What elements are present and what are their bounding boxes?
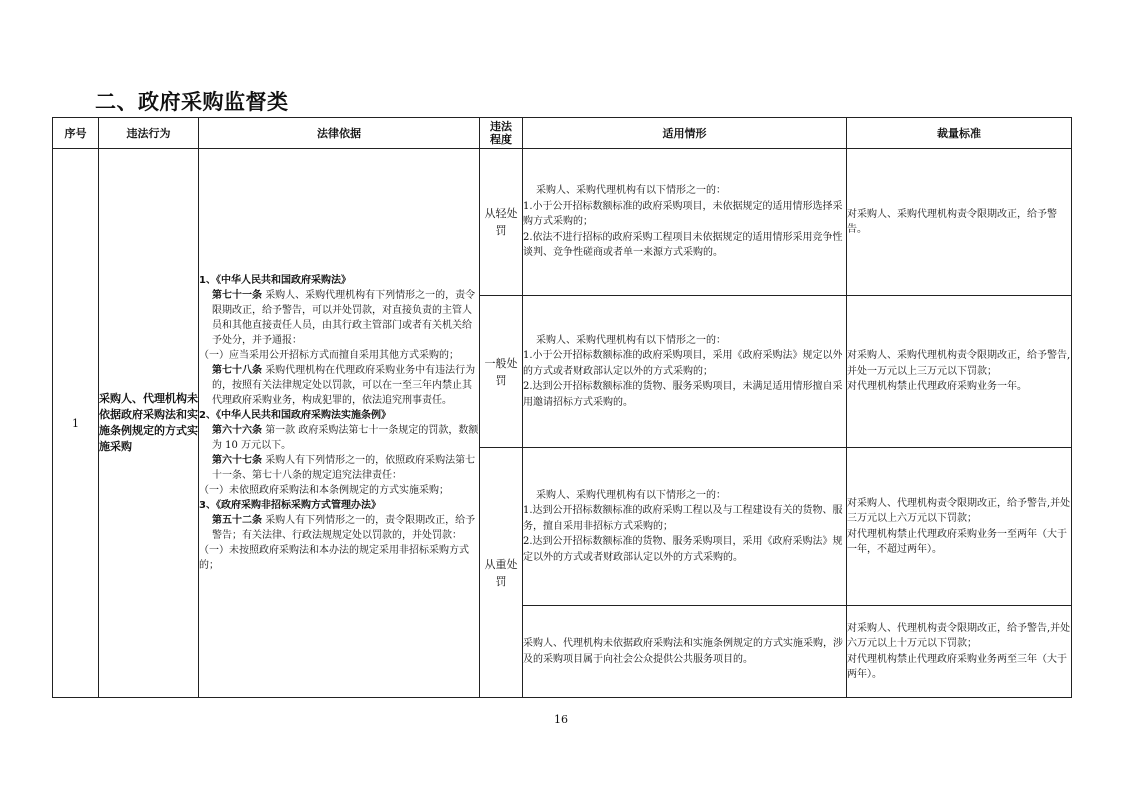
header-seq: 序号 [53,118,99,149]
header-action: 违法行为 [99,118,199,149]
degree-heavy: 从重处罚 [480,448,523,698]
standard-heavy-2-line-1: 对采购人、代理机构责令限期改正，给予警告,并处六万元以上十万元以下罚款； [847,622,1071,649]
case-light-intro: 采购人、采购代理机构有以下情形之一的： [536,185,726,197]
page-number: 16 [554,713,568,726]
article-71-text: 采购人、采购代理机构有下列情形之一的，责令限期改正，给予警告，可以并处罚款，对直接负责的主管人员和其他直接责任人员，由其行政主管部门或者有关机关给予处分，并予通报： [212,290,476,346]
degree-light: 从轻处罚 [480,149,523,296]
header-basis: 法律依据 [199,118,480,149]
standard-heavy-1-line-2: 对代理机构禁止代理政府采购业务一至两年（大于一年，不超过两年）。 [847,528,1067,555]
law3-title: 3、《政府采购非招标采购方式管理办法》 [199,500,381,511]
standard-heavy-2 [847,606,1072,698]
article-71-item: （一）应当采用公开招标方式而擅自采用其他方式采购的； [199,350,459,361]
article-52-text: 采购人有下列情形之一的，责令限期改正，给予警告；有关法律、行政法规规定处以罚款的，并处罚款： [212,515,476,541]
case-heavy-1-intro: 采购人、采购代理机构有以下情形之一的： [536,489,726,501]
header-degree [480,118,523,149]
standard-light [847,149,1072,296]
case-heavy-1-item-1: 1.达到公开招标数额标准的政府采购工程以及与工程建设有关的货物、服务，擅自采用非招标方式采购的； [523,505,843,532]
case-light-item-1: 1.小于公开招标数额标准的政府采购项目，未依据规定的适用情形选择采购方式采购的； [523,200,843,228]
article-67-item: （一）未依照政府采购法和本条例规定的方式实施采购； [199,485,449,496]
article-71-label: 第七十一条 [212,290,262,301]
standard-general [847,296,1072,448]
case-general-intro: 采购人、采购代理机构有以下情形之一的： [536,334,726,346]
article-66-label: 第六十六条 [212,425,262,436]
article-67-text: 采购人有下列情形之一的，依照政府采购法第七十一条、第七十八条的规定追究法律责任： [212,455,476,481]
article-78-text: 采购代理机构在代理政府采购业务中有违法行为的，按照有关法律规定处以罚款，可以在一至三年内禁止其代理政府采购业务，构成犯罪的，依法追究刑事责任。 [212,365,476,406]
case-general-item-1: 1.小于公开招标数额标准的政府采购项目，采用《政府采购法》规定以外的方式或者财政部认定以外的方式采购的； [523,350,843,377]
article-78-label: 第七十八条 [212,365,262,376]
standard-heavy-1 [847,448,1072,606]
standard-general-line-2: 对代理机构禁止代理政府采购业务一年。 [847,381,1027,393]
standard-light-line-1: 对采购人、采购代理机构责令限期改正，给予警告。 [847,208,1057,235]
degree-general: 一般处罚 [480,296,523,448]
violation-action: 采购人、代理机构未依据政府采购法和实施条例规定的方式实施采购 [99,149,199,698]
case-heavy-2-item-1: 采购人、代理机构未依据政府采购法和实施条例规定的方式实施采购，涉及的采购项目属于向社会公众提供公共服务项目的。 [523,638,843,665]
case-general [523,296,847,448]
article-78 [199,363,479,408]
table-row [53,149,1072,296]
header-case: 适用情形 [523,118,847,149]
article-52-label: 第五十二条 [212,515,262,526]
standard-heavy-1-line-1: 对采购人、代理机构责令限期改正，给予警告,并处三万元以上六万元以下罚款； [847,497,1071,524]
header-degree-line2: 程度 [490,133,512,146]
article-67-label: 第六十七条 [212,455,262,466]
article-71 [199,288,479,348]
article-52 [199,513,479,543]
table-header-row [53,118,1072,149]
row-seq: 1 [53,149,99,698]
penalty-table [52,117,1072,698]
article-52-item: （一）未按照政府采购法和本办法的规定采用非招标采购方式的； [199,545,469,571]
law1-title: 1、《中华人民共和国政府采购法》 [199,275,351,286]
header-standard: 裁量标准 [847,118,1072,149]
header-degree-line1: 违法 [490,120,512,133]
case-general-item-2: 2.达到公开招标数额标准的货物、服务采购项目，未满足适用情形擅自采用邀请招标方式采购的。 [523,381,843,408]
legal-basis [199,149,480,698]
standard-general-line-1: 对采购人、采购代理机构责令限期改正，给予警告,并处一万元以上三万元以下罚款； [847,350,1071,377]
case-heavy-1-item-2: 2.达到公开招标数额标准的货物、服务采购项目，采用《政府采购法》规定以外的方式或者财政部认定以外的方式采购的。 [523,536,843,563]
case-light-item-2: 2.依法不进行招标的政府采购工程项目未依据规定的适用情形采用竞争性谈判、竞争性磋商或者单一来源方式采购的。 [523,231,843,259]
article-66-text: 第一款 政府采购法第七十一条规定的罚款，数额为 10 万元以下。 [212,425,479,451]
case-heavy-2 [523,606,847,698]
case-light [523,149,847,296]
article-66 [199,423,479,453]
standard-heavy-2-line-2: 对代理机构禁止代理政府采购业务两至三年（大于两年）。 [847,653,1067,680]
case-heavy-1 [523,448,847,606]
page-title: 二、政府采购监督类 [95,90,289,114]
law2-title: 2、《中华人民共和国政府采购法实施条例》 [199,410,391,421]
article-67 [199,453,479,483]
